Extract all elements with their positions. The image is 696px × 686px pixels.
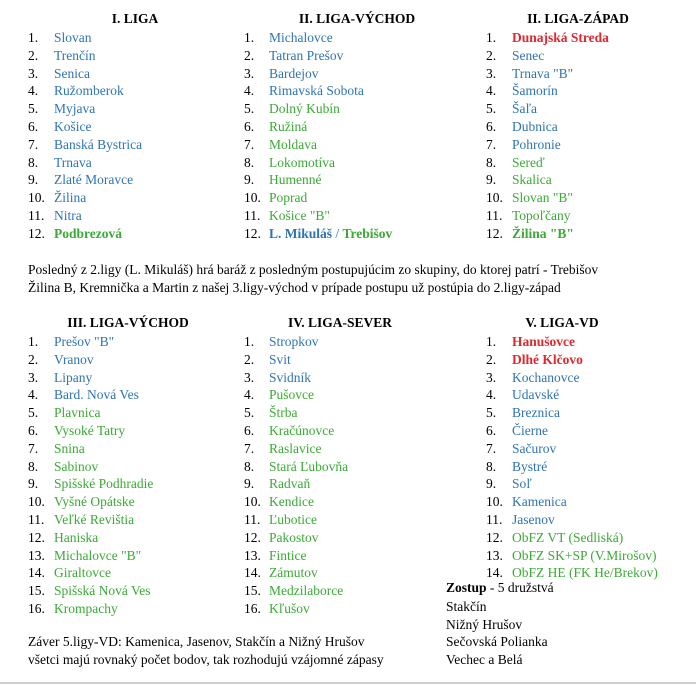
rank-number: 4. bbox=[28, 83, 39, 99]
team-name: Lokomotíva bbox=[269, 154, 335, 170]
barrage-note-line-1: Posledný z 2.ligy (L. Mikuláš) hrá baráž z posledným postupujúcim zo skupiny, do ktorej patrí - Trebišov bbox=[28, 262, 599, 277]
team-name: Haniska bbox=[54, 529, 99, 545]
team-name: Spišská Nová Ves bbox=[54, 583, 151, 599]
team-name: Štrba bbox=[269, 405, 298, 421]
rank-number: 12. bbox=[486, 225, 503, 241]
rank-number: 2. bbox=[244, 47, 255, 63]
rank-number: 11. bbox=[486, 512, 503, 527]
rank-number: 1. bbox=[244, 30, 255, 45]
team-name: Raslavice bbox=[269, 440, 322, 456]
team-name: Bystré bbox=[512, 458, 548, 474]
rank-number: 6. bbox=[244, 119, 255, 134]
zostup-heading bbox=[446, 579, 554, 597]
team-name: Dubnica bbox=[512, 119, 558, 134]
team-name: Veľké Revištia bbox=[54, 512, 135, 527]
rank-number: 10. bbox=[28, 190, 45, 206]
rank-number: 16. bbox=[244, 601, 261, 616]
team-name: Tatran Prešov bbox=[269, 47, 344, 63]
rank-number: 14. bbox=[28, 565, 45, 581]
rank-number: 9. bbox=[486, 172, 497, 188]
heading-liga-2-zapad: II. LIGA-ZÁPAD bbox=[527, 11, 629, 26]
team-name: Bardejov bbox=[269, 65, 319, 81]
team-name: Kochanovce bbox=[512, 369, 580, 385]
rank-number: 1. bbox=[28, 334, 39, 349]
heading-liga-4-sever: IV. LIGA-SEVER bbox=[287, 315, 393, 330]
zostup-team: Sečovská Polianka bbox=[446, 634, 548, 649]
rank-number: 9. bbox=[244, 476, 255, 492]
team-name: Prešov "B" bbox=[54, 334, 115, 349]
rank-number: 6. bbox=[28, 423, 39, 438]
rank-number: 5. bbox=[486, 101, 497, 117]
final-note-line-2: všetci majú rovnaký počet bodov, tak rozhodujú vzájomné zápasy bbox=[28, 652, 384, 667]
team-name: Ružomberok bbox=[54, 83, 124, 99]
rank-number: 11. bbox=[28, 208, 45, 223]
rank-number: 13. bbox=[486, 547, 503, 563]
team-name: Ružiná bbox=[269, 119, 308, 134]
rank-number: 12. bbox=[244, 529, 261, 545]
team-name: Senica bbox=[54, 65, 90, 81]
team-name: Myjava bbox=[54, 101, 96, 117]
zostup-team: Nižný Hrušov bbox=[446, 617, 523, 632]
team-name: Ľubotice bbox=[269, 512, 317, 527]
rank-number: 11. bbox=[244, 512, 261, 527]
team-name: Šamorín bbox=[512, 83, 558, 99]
rank-number: 10. bbox=[486, 494, 503, 510]
rank-number: 11. bbox=[486, 208, 503, 223]
team-name: Slovan bbox=[54, 30, 92, 45]
rank-number: 4. bbox=[244, 387, 255, 403]
rank-number: 1. bbox=[28, 30, 39, 45]
rank-number: 13. bbox=[28, 547, 45, 563]
team-name: Dolný Kubín bbox=[269, 101, 340, 117]
rank-number: 2. bbox=[486, 47, 497, 63]
team-name: Košice bbox=[54, 119, 92, 134]
rank-number: 9. bbox=[28, 172, 39, 188]
zostup-label: Zostup bbox=[446, 580, 487, 595]
rank-number: 4. bbox=[28, 387, 39, 403]
rank-number: 7. bbox=[486, 440, 497, 456]
rank-number: 7. bbox=[28, 136, 39, 152]
team-name: Slovan "B" bbox=[512, 190, 573, 206]
team-name: Kľušov bbox=[269, 601, 310, 616]
team-name: Rimavská Sobota bbox=[269, 83, 364, 99]
rank-number: 3. bbox=[244, 65, 255, 81]
team-name: Vyšné Opátske bbox=[54, 494, 135, 510]
rank-number: 12. bbox=[28, 529, 45, 545]
rank-number: 6. bbox=[244, 423, 255, 438]
team-name: Michalovce "B" bbox=[54, 547, 142, 563]
team-name: ObFZ HE (FK He/Brekov) bbox=[512, 565, 658, 581]
team-name: Humenné bbox=[269, 172, 322, 188]
team-name: Poprad bbox=[269, 190, 308, 206]
rank-number: 1. bbox=[486, 334, 497, 349]
team-name: Trenčín bbox=[54, 47, 96, 63]
rank-number: 7. bbox=[486, 136, 497, 152]
rank-number: 11. bbox=[244, 208, 261, 223]
rank-number: 7. bbox=[244, 440, 255, 456]
rank-number: 13. bbox=[244, 547, 261, 563]
team-name: Giraltovce bbox=[54, 565, 111, 581]
rank-number: 7. bbox=[28, 440, 39, 456]
rank-number: 10. bbox=[28, 494, 45, 510]
rank-number: 10. bbox=[486, 190, 503, 206]
team-name: Svit bbox=[269, 351, 291, 367]
team-name: Plavnica bbox=[54, 405, 101, 421]
final-note-line-1: Záver 5.ligy-VD: Kamenica, Jasenov, Stakčín a Nižný Hrušov bbox=[28, 634, 365, 649]
rank-number: 4. bbox=[486, 83, 497, 99]
team-name: Dlhé Klčovo bbox=[512, 351, 583, 367]
rank-number: 5. bbox=[28, 405, 39, 421]
rank-number: 9. bbox=[28, 476, 39, 492]
team-name: Pohronie bbox=[512, 136, 561, 152]
rank-number: 14. bbox=[486, 565, 503, 581]
team-name: Sabinov bbox=[54, 458, 99, 474]
rank-number: 5. bbox=[486, 405, 497, 421]
team-name: Banská Bystrica bbox=[54, 136, 143, 152]
team-name: Hanušovce bbox=[512, 334, 576, 349]
team-name: ObFZ VT (Sedliská) bbox=[512, 529, 624, 545]
rank-number: 7. bbox=[244, 136, 255, 152]
team-name: Podbrezová bbox=[54, 225, 122, 241]
rank-number: 2. bbox=[28, 351, 39, 367]
team-name: Topoľčany bbox=[512, 208, 571, 223]
zostup-count: - 5 družstvá bbox=[486, 580, 554, 595]
team-name: Spišské Podhradie bbox=[54, 476, 154, 492]
team-name: Vysoké Tatry bbox=[54, 423, 126, 438]
rank-number: 6. bbox=[486, 423, 497, 438]
team-name: Fintice bbox=[269, 547, 307, 563]
team-name: Bard. Nová Ves bbox=[54, 387, 139, 403]
team-name: Senec bbox=[512, 47, 545, 63]
rank-number: 8. bbox=[486, 458, 497, 474]
team-name: Zámutov bbox=[269, 565, 318, 581]
rank-number: 2. bbox=[486, 351, 497, 367]
team-name: Košice "B" bbox=[269, 208, 330, 223]
rank-number: 6. bbox=[486, 119, 497, 134]
rank-number: 2. bbox=[244, 351, 255, 367]
team-name: Moldava bbox=[269, 136, 317, 152]
rank-number: 15. bbox=[28, 583, 45, 599]
team-name: Stropkov bbox=[269, 334, 319, 349]
rank-number: 4. bbox=[486, 387, 497, 403]
rank-number: 8. bbox=[244, 154, 255, 170]
zostup-team: Vechec a Belá bbox=[446, 652, 523, 667]
rank-number: 12. bbox=[244, 225, 261, 241]
heading-liga-5-vd: V. LIGA-VD bbox=[525, 315, 599, 330]
rank-number: 3. bbox=[28, 369, 39, 385]
rank-number: 4. bbox=[244, 83, 255, 99]
rank-number: 5. bbox=[244, 101, 255, 117]
team-name: Čierne bbox=[512, 423, 548, 438]
rank-number: 1. bbox=[486, 30, 497, 45]
team-name: Jasenov bbox=[512, 512, 555, 527]
rank-number: 3. bbox=[486, 65, 497, 81]
rank-number: 10. bbox=[244, 494, 261, 510]
team-name: Udavské bbox=[512, 387, 560, 403]
rank-number: 8. bbox=[28, 458, 39, 474]
team-name: Trnava bbox=[54, 154, 92, 170]
team-name: Nitra bbox=[54, 208, 82, 223]
rank-number: 15. bbox=[244, 583, 261, 599]
rank-number: 3. bbox=[28, 65, 39, 81]
team-name: Stará Ľubovňa bbox=[269, 458, 349, 474]
team-name: Michalovce bbox=[269, 30, 333, 45]
rank-number: 5. bbox=[28, 101, 39, 117]
team-name: Vranov bbox=[54, 351, 94, 367]
rank-number: 6. bbox=[28, 119, 39, 134]
rank-number: 12. bbox=[486, 529, 503, 545]
team-name: Žilina bbox=[54, 190, 87, 206]
rank-number: 12. bbox=[28, 225, 45, 241]
heading-liga-1: I. LIGA bbox=[111, 11, 159, 26]
team-name: Sereď bbox=[512, 154, 545, 170]
team-name: Radvaň bbox=[269, 476, 311, 492]
team-name: Pakostov bbox=[269, 529, 319, 545]
team-name: Pušovce bbox=[269, 387, 314, 403]
team-name: Sačurov bbox=[512, 440, 557, 456]
rank-number: 3. bbox=[244, 369, 255, 385]
rank-number: 1. bbox=[244, 334, 255, 349]
team-name: Trebišov bbox=[342, 225, 393, 241]
team-name: Medzilaborce bbox=[269, 583, 344, 599]
team-name: Žilina "B" bbox=[512, 225, 574, 241]
team-name: Snina bbox=[54, 440, 85, 456]
rank-number: 8. bbox=[244, 458, 255, 474]
bottom-divider bbox=[0, 682, 696, 684]
rank-number: 8. bbox=[486, 154, 497, 170]
team-name: Krompachy bbox=[54, 601, 118, 616]
team-name: Kendice bbox=[269, 494, 314, 510]
team-separator: / bbox=[332, 225, 343, 241]
heading-liga-2-vychod: II. LIGA-VÝCHOD bbox=[298, 11, 416, 26]
team-name: Svidník bbox=[269, 369, 312, 385]
team-name: Breznica bbox=[512, 405, 560, 421]
team-name: ObFZ SK+SP (V.Mirošov) bbox=[512, 547, 657, 563]
rank-number: 5. bbox=[244, 405, 255, 421]
rank-number: 2. bbox=[28, 47, 39, 63]
barrage-note-line-2: Žilina B, Kremnička a Martin z našej 3.ligy-východ v prípade postupu už postúpia do 2.ligy-západ bbox=[28, 280, 561, 295]
team-name: L. Mikuláš bbox=[269, 225, 333, 241]
team-name: Kračúnovce bbox=[269, 423, 335, 438]
rank-number: 14. bbox=[244, 565, 261, 581]
team-name: Šaľa bbox=[512, 101, 537, 117]
rank-number: 16. bbox=[28, 601, 45, 616]
rank-number: 9. bbox=[486, 476, 497, 492]
rank-number: 8. bbox=[28, 154, 39, 170]
team-name: Skalica bbox=[512, 172, 552, 188]
team-name: Kamenica bbox=[512, 494, 567, 510]
zostup-team: Stakčín bbox=[446, 599, 487, 614]
rank-number: 11. bbox=[28, 512, 45, 527]
heading-liga-3-vychod: III. LIGA-VÝCHOD bbox=[67, 315, 189, 330]
rank-number: 3. bbox=[486, 369, 497, 385]
team-name: Trnava "B" bbox=[512, 65, 574, 81]
rank-number: 10. bbox=[244, 190, 261, 206]
team-name: Soľ bbox=[512, 476, 532, 492]
team-name: Dunajská Streda bbox=[512, 30, 609, 45]
team-name: Zlaté Moravce bbox=[54, 172, 134, 188]
rank-number: 9. bbox=[244, 172, 255, 188]
team-name: Lipany bbox=[54, 369, 93, 385]
